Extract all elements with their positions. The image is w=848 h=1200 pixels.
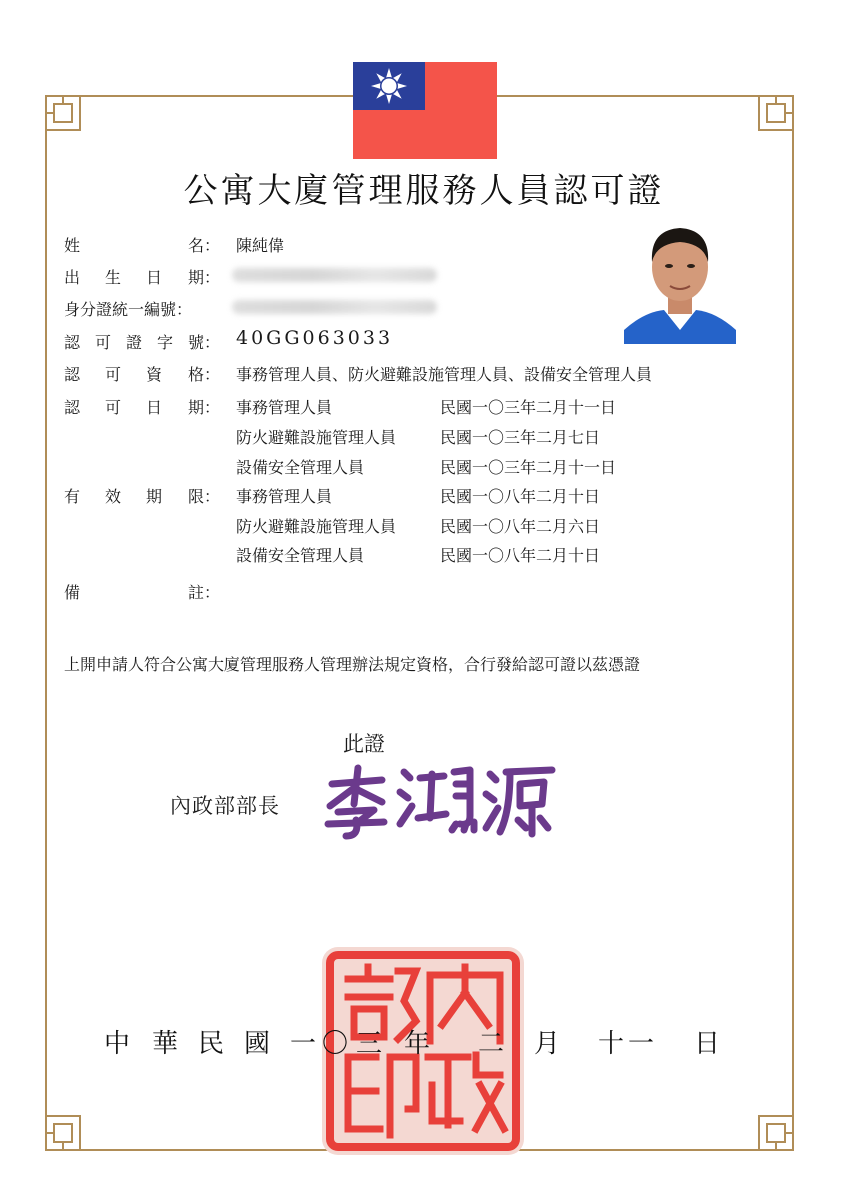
- approval-role-1: 事務管理人員: [236, 398, 333, 417]
- issue-date-char: 三: [356, 1029, 383, 1059]
- minister-signature: [320, 762, 560, 842]
- validity-role-1: 事務管理人員: [236, 487, 333, 506]
- approval-date-2: 民國一〇三年二月七日: [440, 428, 601, 447]
- approval-role-3: 設備安全管理人員: [236, 458, 365, 477]
- issue-date-char: 二: [478, 1029, 505, 1059]
- issue-date-char: 〇: [322, 1029, 349, 1059]
- issue-date-char: 民: [198, 1029, 225, 1059]
- id-label: 身分證統一編號：: [64, 300, 193, 319]
- approval-date-1: 民國一〇三年二月十一日: [440, 398, 617, 417]
- issue-date-char: 日: [694, 1029, 721, 1059]
- qual-value: 事務管理人員、防火避難設施管理人員、設備安全管理人員: [236, 365, 653, 384]
- flag-icon: [353, 62, 497, 159]
- validity-role-3: 設備安全管理人員: [236, 546, 365, 565]
- certificate-title: 公寓大廈管理服務人員認可證: [183, 171, 665, 211]
- approval-role-2: 防火避難設施管理人員: [236, 428, 397, 447]
- minister-title: 內政部部長: [170, 794, 280, 818]
- issue-date-char: 華: [152, 1029, 179, 1059]
- certification-statement: 上開申請人符合公寓大廈管理服務人管理辦法規定資格，合行發給認可證以茲憑證: [64, 655, 641, 674]
- dob-redacted: [232, 268, 437, 282]
- issue-date-char: 一: [290, 1029, 317, 1059]
- id-redacted: [232, 300, 437, 314]
- validity-role-2: 防火避難設施管理人員: [236, 517, 397, 536]
- validity-date-3: 民國一〇八年二月十日: [440, 546, 601, 565]
- certification-word: 此證: [343, 732, 385, 756]
- validity-date-1: 民國一〇八年二月十日: [440, 487, 601, 506]
- issue-date-char: 十: [598, 1029, 625, 1059]
- issue-date-char: 中: [104, 1029, 131, 1059]
- name-value: 陳純偉: [236, 236, 285, 255]
- validity-date-2: 民國一〇八年二月六日: [440, 517, 601, 536]
- applicant-photo: [624, 212, 736, 344]
- issue-date-char: 年: [404, 1029, 431, 1059]
- issue-date-char: 國: [244, 1029, 271, 1059]
- issue-date-char: 月: [534, 1029, 561, 1059]
- approval-date-3: 民國一〇三年二月十一日: [440, 458, 617, 477]
- certno-value: 40GG063033: [236, 327, 394, 349]
- issue-date-char: 一: [628, 1029, 655, 1059]
